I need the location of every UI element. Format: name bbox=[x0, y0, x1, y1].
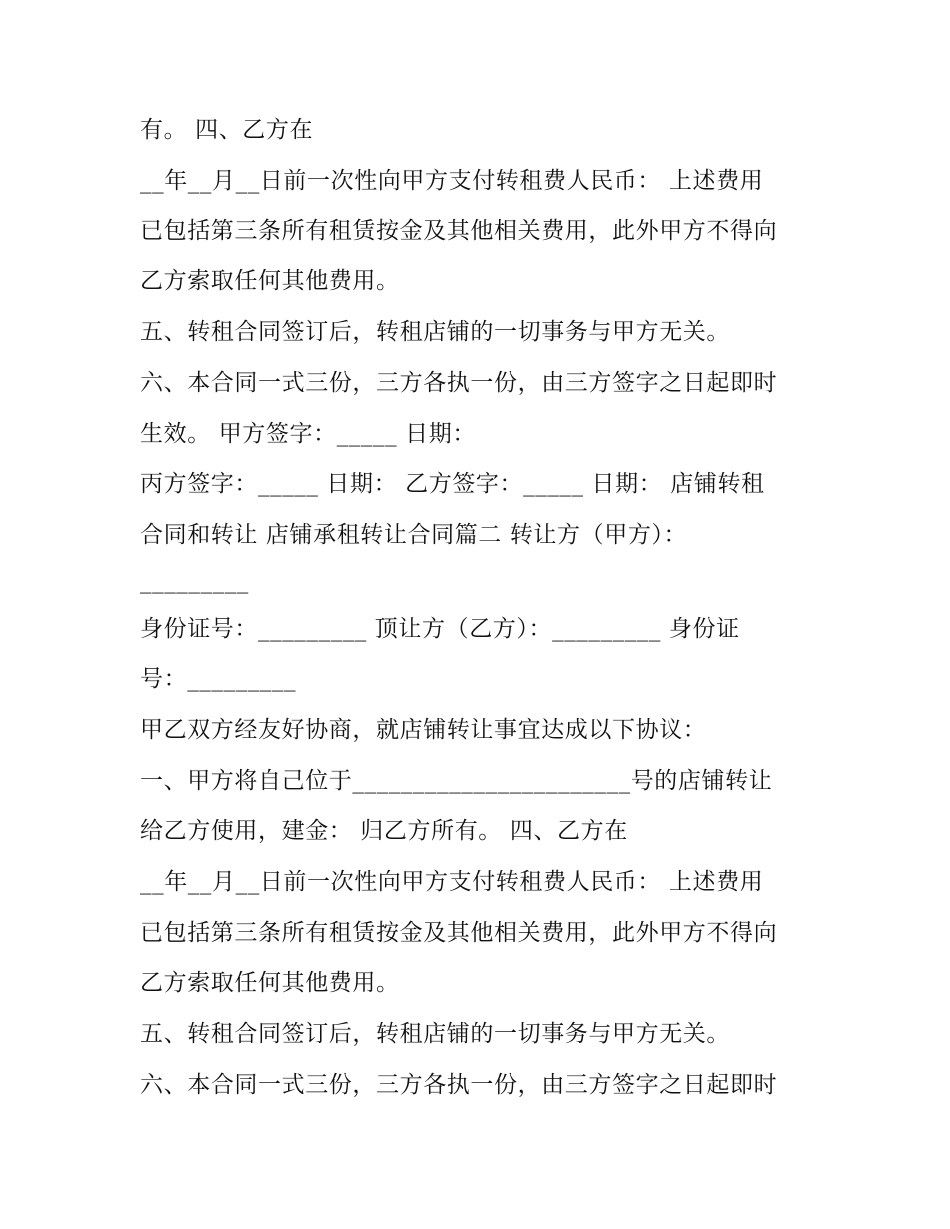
text-line: __年__月__日前一次性向甲方支付转租费人民币： 上述费用 bbox=[140, 168, 764, 194]
text-line: 给乙方使用，建金： 归乙方所有。 四、乙方在 bbox=[140, 818, 628, 844]
text-line: _________ bbox=[140, 568, 249, 594]
text-line: 丙方签字：_____ 日期： 乙方签字：_____ 日期： 店铺转租 bbox=[140, 471, 765, 497]
text-line: __年__月__日前一次性向甲方支付转租费人民币： 上述费用 bbox=[140, 869, 764, 895]
text-line: 乙方索取任何其他费用。 bbox=[140, 970, 400, 996]
text-line: 合同和转让 店铺承租转让合同篇二 转让方（甲方）： bbox=[140, 522, 688, 548]
text-line: 五、转租合同签订后，转租店铺的一切事务与甲方无关。 bbox=[140, 319, 730, 345]
text-line: 一、甲方将自己位于_______________________号的店铺转让 bbox=[140, 768, 773, 794]
text-line: 生效。 甲方签字：_____ 日期： bbox=[140, 421, 476, 447]
text-line: 已包括第三条所有租赁按金及其他相关费用，此外甲方不得向 bbox=[140, 920, 778, 946]
text-line: 有。 四、乙方在 bbox=[140, 117, 314, 143]
text-line: 五、转租合同签订后，转租店铺的一切事务与甲方无关。 bbox=[140, 1021, 730, 1047]
text-line: 已包括第三条所有租赁按金及其他相关费用，此外甲方不得向 bbox=[140, 218, 778, 244]
text-line: 乙方索取任何其他费用。 bbox=[140, 268, 400, 294]
text-line: 甲乙双方经友好协商，就店铺转让事宜达成以下协议： bbox=[140, 717, 707, 743]
text-line: 号：_________ bbox=[140, 666, 297, 692]
text-line: 六、本合同一式三份，三方各执一份，由三方签字之日起即时 bbox=[140, 1072, 778, 1098]
text-line: 身份证号：_________ 顶让方（乙方）：_________ 身份证 bbox=[140, 616, 740, 642]
text-line: 六、本合同一式三份，三方各执一份，由三方签字之日起即时 bbox=[140, 370, 778, 396]
